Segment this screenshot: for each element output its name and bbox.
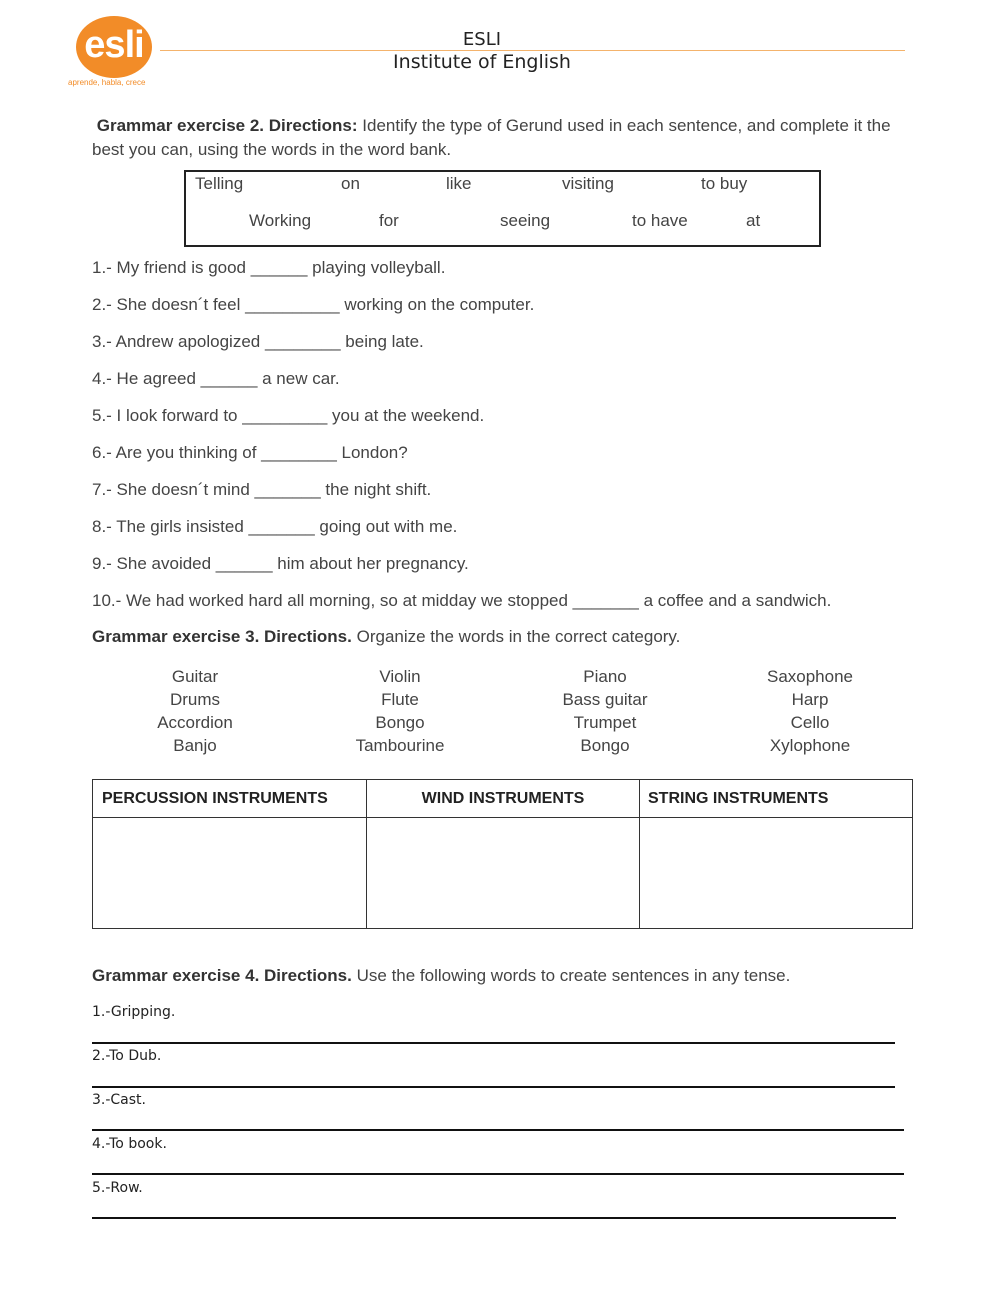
exercise4-item-3: 3.-Cast. <box>92 1092 146 1108</box>
exercise2-directions-text: Identify the type of Gerund used in each sentence, and complete it the best you can, using the words in the word bank. <box>92 116 891 159</box>
word-bank-item: Working <box>249 211 312 230</box>
exercise4-item-2: 2.-To Dub. <box>92 1048 162 1064</box>
instrument-word: Tambourine <box>355 736 445 755</box>
exercise4-heading: Grammar exercise 4. Directions. <box>92 966 352 985</box>
question-8: 8.- The girls insisted _______ going out with me. <box>92 517 458 536</box>
instrument-word: Bass guitar <box>562 690 648 709</box>
question-1: 1.- My friend is good ______ playing volleyball. <box>92 258 446 277</box>
question-4: 4.- He agreed ______ a new car. <box>92 369 340 388</box>
exercise3-directions <box>92 625 922 649</box>
question-7: 7.- She doesn´t mind _______ the night shift. <box>92 480 432 499</box>
header-subtitle: Institute of English <box>393 51 571 73</box>
question-5: 5.- I look forward to _________ you at the weekend. <box>92 406 485 425</box>
exercise3-directions-text: Organize the words in the correct category. <box>356 627 681 646</box>
instrument-word: Flute <box>381 690 419 709</box>
word-bank-item: like <box>446 174 472 193</box>
logo-text: esli <box>84 24 144 66</box>
answer-line-4[interactable] <box>92 1173 904 1175</box>
exercise3-heading: Grammar exercise 3. Directions. <box>92 627 352 646</box>
answer-line-2[interactable] <box>92 1086 895 1088</box>
question-6: 6.- Are you thinking of ________ London? <box>92 443 408 462</box>
instrument-word: Bongo <box>375 713 425 732</box>
word-bank <box>184 170 821 247</box>
column-divider <box>639 780 640 928</box>
wind-header: WIND INSTRUMENTS <box>366 780 640 818</box>
instrument-word: Cello <box>790 713 830 732</box>
word-bank-item: Telling <box>195 174 244 193</box>
answer-line-3[interactable] <box>92 1129 904 1131</box>
instrument-word: Drums <box>169 690 221 709</box>
word-bank-item: seeing <box>500 211 551 230</box>
word-bank-item: for <box>379 211 399 230</box>
instrument-word: Piano <box>583 667 627 686</box>
exercise4-directions-text: Use the following words to create sentences in any tense. <box>356 966 791 985</box>
exercise4-item-5: 5.-Row. <box>92 1180 143 1196</box>
header-title: ESLI <box>462 29 502 50</box>
instrument-word: Violin <box>379 667 421 686</box>
question-9: 9.- She avoided ______ him about her pregnancy. <box>92 554 469 573</box>
word-bank-item: to have <box>632 211 688 230</box>
question-3: 3.- Andrew apologized ________ being late. <box>92 332 424 351</box>
exercise4-item-4: 4.-To book. <box>92 1136 167 1152</box>
category-table <box>92 779 913 929</box>
string-header: STRING INSTRUMENTS <box>640 780 912 818</box>
question-2: 2.- She doesn´t feel __________ working on the computer. <box>92 295 535 314</box>
esli-logo <box>68 16 168 92</box>
instrument-word: Guitar <box>171 667 219 686</box>
percussion-header: PERCUSSION INSTRUMENTS <box>93 780 366 818</box>
word-bank-item: on <box>341 174 360 193</box>
logo-tagline: aprende, habla, crece <box>68 78 146 87</box>
exercise4-directions <box>92 964 922 988</box>
instrument-word: Banjo <box>173 736 217 755</box>
answer-line-5[interactable] <box>92 1217 896 1219</box>
exercise4-item-1: 1.-Gripping. <box>92 1004 176 1020</box>
instrument-word: Accordion <box>157 713 233 732</box>
question-10: 10.- We had worked hard all morning, so at midday we stopped _______ a coffee and a sandwich. <box>92 591 832 610</box>
instrument-word: Trumpet <box>573 713 637 732</box>
word-bank-item: at <box>746 211 761 230</box>
word-bank-item: visiting <box>562 174 614 193</box>
word-bank-item: to buy <box>701 174 748 193</box>
instrument-word: Bongo <box>580 736 630 755</box>
answer-line-1[interactable] <box>92 1042 895 1044</box>
instrument-word: Harp <box>791 690 829 709</box>
instrument-word: Saxophone <box>766 667 854 686</box>
exercise2-directions <box>92 114 922 162</box>
instrument-word: Xylophone <box>769 736 851 755</box>
exercise2-heading: Grammar exercise 2. Directions: <box>96 116 358 135</box>
column-divider <box>366 780 367 928</box>
